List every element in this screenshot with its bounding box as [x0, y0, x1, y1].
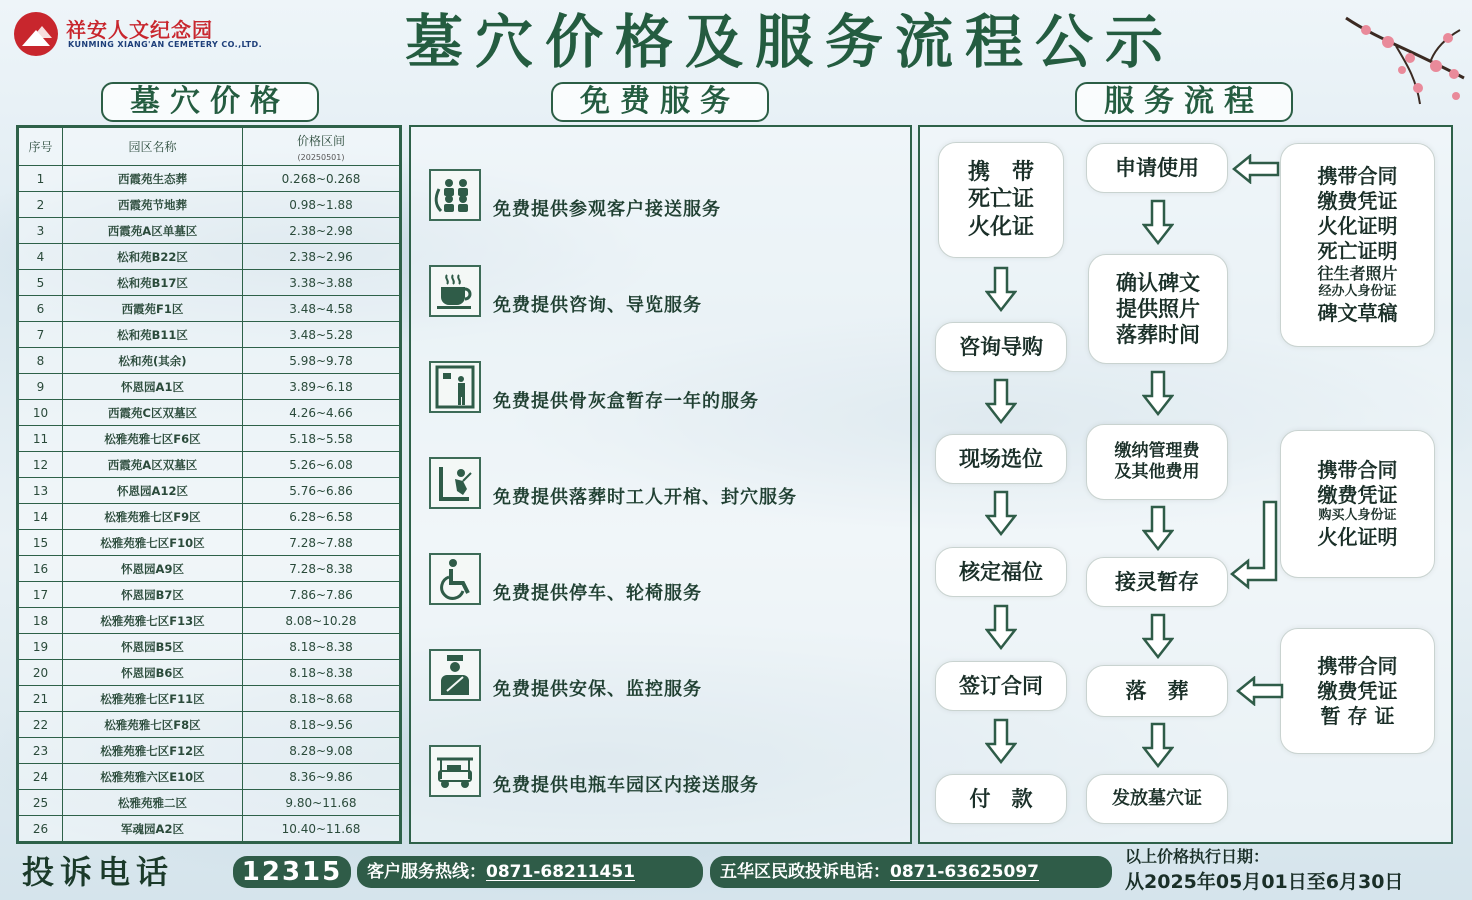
- flow-step-pay-management-fee: [1086, 424, 1228, 500]
- flow-text: 缴纳管理费: [1114, 440, 1200, 461]
- table-row: [19, 608, 400, 634]
- hotline-number: 0871-68211451: [486, 862, 635, 882]
- flow-text: 付 款: [969, 786, 1033, 811]
- row-index: 3: [19, 218, 63, 244]
- service-text: 免费提供落葬时工人开棺、封穴服务: [493, 487, 797, 508]
- arrow-down-icon: [1142, 370, 1174, 416]
- row-price-range: 3.89~6.18: [243, 374, 400, 400]
- arrow-down-icon: [985, 266, 1017, 312]
- row-price-range: 5.76~6.86: [243, 478, 400, 504]
- row-price-range: 3.38~3.88: [243, 270, 400, 296]
- row-price-range: 6.28~6.58: [243, 504, 400, 530]
- arrow-down-icon: [985, 604, 1017, 650]
- validity-label: 以上价格执行日期：: [1125, 847, 1270, 866]
- row-price-range: 5.18~5.58: [243, 426, 400, 452]
- arrow-down-icon: [985, 718, 1017, 764]
- arrow-down-icon: [1142, 505, 1174, 551]
- flow-text: 火化证: [967, 214, 1034, 240]
- logo-mountain-icon: [14, 12, 58, 56]
- logo-english-name: KUNMING XIANG'AN CEMETERY CO.,LTD.: [68, 40, 263, 49]
- row-index: 5: [19, 270, 63, 296]
- table-row: [19, 426, 400, 452]
- row-area-name: 松雅苑雅七区F10区: [63, 530, 243, 556]
- flow-text: 落葬时间: [1116, 323, 1200, 348]
- logo-chinese-name: 祥安人文纪念园: [66, 18, 213, 42]
- table-row: [19, 192, 400, 218]
- row-area-name: 松和苑(其余): [63, 348, 243, 374]
- row-area-name: 西霞苑生态葬: [63, 166, 243, 192]
- table-row: [19, 530, 400, 556]
- flow-text: 购买人身份证: [1318, 508, 1397, 524]
- table-row: [19, 712, 400, 738]
- arrow-left-icon: [1232, 154, 1280, 184]
- row-index: 16: [19, 556, 63, 582]
- flow-text: 死亡证明: [1317, 239, 1398, 264]
- electric-cart-icon: [429, 745, 481, 797]
- flow-requirements-apply: [1280, 143, 1435, 347]
- row-index: 2: [19, 192, 63, 218]
- flow-text: 核定福位: [959, 559, 1043, 584]
- row-area-name: 松雅苑雅七区F11区: [63, 686, 243, 712]
- row-price-range: 8.18~8.38: [243, 660, 400, 686]
- row-price-range: 8.18~9.56: [243, 712, 400, 738]
- wheelchair-icon: [429, 553, 481, 605]
- table-row: [19, 270, 400, 296]
- flow-text: 缴费凭证: [1317, 189, 1398, 214]
- row-price-range: 0.268~0.268: [243, 166, 400, 192]
- header-area: 园区名称: [63, 128, 243, 166]
- table-row: [19, 660, 400, 686]
- row-index: 8: [19, 348, 63, 374]
- service-item: [429, 457, 909, 513]
- row-index: 11: [19, 426, 63, 452]
- row-area-name: 松雅苑雅二区: [63, 790, 243, 816]
- row-area-name: 松雅苑雅七区F8区: [63, 712, 243, 738]
- row-area-name: 西霞苑节地葬: [63, 192, 243, 218]
- table-row: [19, 738, 400, 764]
- flow-text: 缴费凭证: [1317, 678, 1398, 703]
- flow-requirements-burial: [1280, 628, 1435, 754]
- row-index: 10: [19, 400, 63, 426]
- tea-cup-icon: [429, 265, 481, 317]
- row-index: 12: [19, 452, 63, 478]
- row-index: 23: [19, 738, 63, 764]
- flow-text: 现场选位: [959, 446, 1043, 471]
- service-item: [429, 361, 909, 417]
- page-title: 墓穴价格及服务流程公示: [404, 8, 1175, 76]
- row-price-range: 5.26~6.08: [243, 452, 400, 478]
- row-price-range: 7.28~7.88: [243, 530, 400, 556]
- row-area-name: 怀恩园B6区: [63, 660, 243, 686]
- arrow-bent-left-icon: [1230, 500, 1280, 596]
- worker-icon: [429, 457, 481, 509]
- table-row: [19, 686, 400, 712]
- header-price: [243, 128, 400, 166]
- section-title-service-flow: 服务流程: [1075, 82, 1293, 122]
- flow-text: 经办人身份证: [1318, 284, 1397, 300]
- table-row: [19, 218, 400, 244]
- hotline-label: 客户服务热线：: [367, 862, 486, 882]
- price-table-body: [19, 166, 400, 842]
- row-price-range: 8.08~10.28: [243, 608, 400, 634]
- validity-range: 从2025年05月01日至6月30日: [1125, 871, 1404, 893]
- row-area-name: 松和苑B22区: [63, 244, 243, 270]
- flow-step-select-site: [935, 434, 1067, 484]
- row-index: 1: [19, 166, 63, 192]
- free-services-panel: [409, 125, 912, 844]
- price-table-panel: [16, 125, 402, 844]
- header-price-date: (20250501): [297, 152, 345, 162]
- table-row: [19, 296, 400, 322]
- row-area-name: 松雅苑雅七区F9区: [63, 504, 243, 530]
- table-row: [19, 504, 400, 530]
- service-text: 免费提供骨灰盒暂存一年的服务: [493, 391, 759, 412]
- flow-step-confirm-site: [935, 547, 1067, 597]
- row-index: 24: [19, 764, 63, 790]
- row-index: 22: [19, 712, 63, 738]
- arrow-down-icon: [985, 490, 1017, 536]
- row-area-name: 松雅苑雅七区F12区: [63, 738, 243, 764]
- flow-step-sign-contract: [935, 661, 1067, 711]
- flow-step-consult: [935, 322, 1067, 372]
- table-row: [19, 400, 400, 426]
- price-table: [18, 127, 400, 842]
- row-area-name: 松和苑B17区: [63, 270, 243, 296]
- header-index: 序号: [19, 128, 63, 166]
- flow-text: 携带合同: [1317, 458, 1398, 483]
- flow-step-temporary-storage: [1086, 557, 1228, 607]
- flow-text: 携 带: [967, 159, 1034, 185]
- service-text: 免费提供参观客户接送服务: [493, 199, 721, 220]
- row-area-name: 怀恩园A9区: [63, 556, 243, 582]
- row-price-range: 4.26~4.66: [243, 400, 400, 426]
- service-text: 免费提供咨询、导览服务: [493, 295, 702, 316]
- row-price-range: 5.98~9.78: [243, 348, 400, 374]
- shuttle-people-icon: [429, 169, 481, 221]
- row-price-range: 3.48~4.58: [243, 296, 400, 322]
- row-price-range: 0.98~1.88: [243, 192, 400, 218]
- row-price-range: 2.38~2.96: [243, 244, 400, 270]
- flow-text: 签订合同: [959, 673, 1043, 698]
- row-index: 17: [19, 582, 63, 608]
- complaint-label: 投诉电话: [22, 853, 175, 891]
- header-price-label: 价格区间: [296, 133, 345, 148]
- row-area-name: 松和苑B11区: [63, 322, 243, 348]
- flow-text: 携带合同: [1317, 164, 1398, 189]
- row-area-name: 西霞苑C区双墓区: [63, 400, 243, 426]
- flow-text: 落 葬: [1125, 678, 1189, 703]
- table-row: [19, 764, 400, 790]
- flow-text: 接灵暂存: [1115, 569, 1199, 594]
- flow-text: 咨询导购: [959, 334, 1043, 359]
- flow-text: 及其他费用: [1114, 462, 1200, 482]
- flow-text: 死亡证: [967, 187, 1034, 213]
- flow-text: 暂 存 证: [1320, 703, 1395, 728]
- table-row: [19, 634, 400, 660]
- table-row: [19, 322, 400, 348]
- table-row: [19, 348, 400, 374]
- flow-requirements-storage: [1280, 430, 1435, 578]
- row-price-range: 9.80~11.68: [243, 790, 400, 816]
- flow-step-burial: [1086, 665, 1228, 717]
- row-price-range: 10.40~11.68: [243, 816, 400, 842]
- row-area-name: 怀恩园B7区: [63, 582, 243, 608]
- flow-step-confirm-epitaph: [1088, 254, 1228, 364]
- row-index: 21: [19, 686, 63, 712]
- table-row: [19, 816, 400, 842]
- service-text: 免费提供停车、轮椅服务: [493, 583, 702, 604]
- row-index: 4: [19, 244, 63, 270]
- service-item: [429, 649, 909, 705]
- row-index: 14: [19, 504, 63, 530]
- row-area-name: 怀恩园A1区: [63, 374, 243, 400]
- storage-room-icon: [429, 361, 481, 413]
- row-area-name: 军魂园A2区: [63, 816, 243, 842]
- flow-text: 发放墓穴证: [1112, 787, 1202, 809]
- flow-text: 提供照片: [1116, 296, 1200, 321]
- row-area-name: 西霞苑A区单墓区: [63, 218, 243, 244]
- row-area-name: 怀恩园B5区: [63, 634, 243, 660]
- table-row: [19, 582, 400, 608]
- arrow-down-icon: [985, 378, 1017, 424]
- flow-step-issue-certificate: [1086, 774, 1228, 824]
- table-row: [19, 790, 400, 816]
- flow-step-payment: [935, 774, 1067, 824]
- service-item: [429, 265, 909, 321]
- row-index: 6: [19, 296, 63, 322]
- row-index: 19: [19, 634, 63, 660]
- security-guard-icon: [429, 649, 481, 701]
- row-index: 18: [19, 608, 63, 634]
- row-area-name: 怀恩园A12区: [63, 478, 243, 504]
- civil-affairs-pill: [710, 856, 1112, 888]
- row-index: 25: [19, 790, 63, 816]
- table-row: [19, 556, 400, 582]
- flow-text: 缴费凭证: [1317, 483, 1398, 508]
- row-price-range: 7.86~7.86: [243, 582, 400, 608]
- complaint-number: 12315: [233, 856, 351, 888]
- table-row: [19, 478, 400, 504]
- row-area-name: 西霞苑A区双墓区: [63, 452, 243, 478]
- row-index: 13: [19, 478, 63, 504]
- table-row: [19, 374, 400, 400]
- service-text: 免费提供安保、监控服务: [493, 679, 702, 700]
- service-item: [429, 553, 909, 609]
- service-item: [429, 745, 909, 801]
- service-item: [429, 169, 909, 225]
- arrow-down-icon: [1142, 722, 1174, 768]
- flow-text: 申请使用: [1115, 155, 1199, 180]
- row-price-range: 8.36~9.86: [243, 764, 400, 790]
- arrow-left-icon: [1236, 676, 1284, 706]
- service-text: 免费提供电瓶车园区内接送服务: [493, 775, 759, 796]
- civil-affairs-label: 五华区民政投诉电话：: [720, 862, 890, 882]
- table-row: [19, 166, 400, 192]
- table-row: [19, 452, 400, 478]
- price-validity: [1125, 846, 1403, 896]
- civil-affairs-number: 0871-63625097: [890, 862, 1039, 882]
- row-price-range: 2.38~2.98: [243, 218, 400, 244]
- flow-text: 往生者照片: [1317, 264, 1398, 284]
- row-price-range: 8.28~9.08: [243, 738, 400, 764]
- row-index: 9: [19, 374, 63, 400]
- flow-step-apply: [1086, 143, 1228, 193]
- row-price-range: 7.28~8.38: [243, 556, 400, 582]
- arrow-down-icon: [1142, 613, 1174, 659]
- row-area-name: 松雅苑雅七区F13区: [63, 608, 243, 634]
- company-logo: [14, 12, 274, 56]
- hotline-pill: [357, 856, 703, 888]
- section-title-free-services: 免费服务: [551, 82, 769, 122]
- row-price-range: 8.18~8.68: [243, 686, 400, 712]
- row-area-name: 松雅苑雅七区F6区: [63, 426, 243, 452]
- row-price-range: 8.18~8.38: [243, 634, 400, 660]
- flow-step-bring-documents: [938, 142, 1064, 258]
- plum-blossom-decoration: [1336, 8, 1466, 108]
- arrow-down-icon: [1142, 199, 1174, 245]
- row-index: 26: [19, 816, 63, 842]
- row-price-range: 3.48~5.28: [243, 322, 400, 348]
- flow-text: 火化证明: [1317, 214, 1398, 239]
- flow-text: 碑文草稿: [1317, 300, 1398, 325]
- flow-text: 火化证明: [1317, 524, 1398, 549]
- flow-text: 确认碑文: [1116, 270, 1200, 295]
- row-index: 7: [19, 322, 63, 348]
- row-area-name: 松雅苑雅六区E10区: [63, 764, 243, 790]
- row-area-name: 西霞苑F1区: [63, 296, 243, 322]
- table-row: [19, 244, 400, 270]
- row-index: 15: [19, 530, 63, 556]
- row-index: 20: [19, 660, 63, 686]
- price-table-header: [19, 128, 400, 166]
- section-title-price: 墓穴价格: [101, 82, 319, 122]
- flow-text: 携带合同: [1317, 653, 1398, 678]
